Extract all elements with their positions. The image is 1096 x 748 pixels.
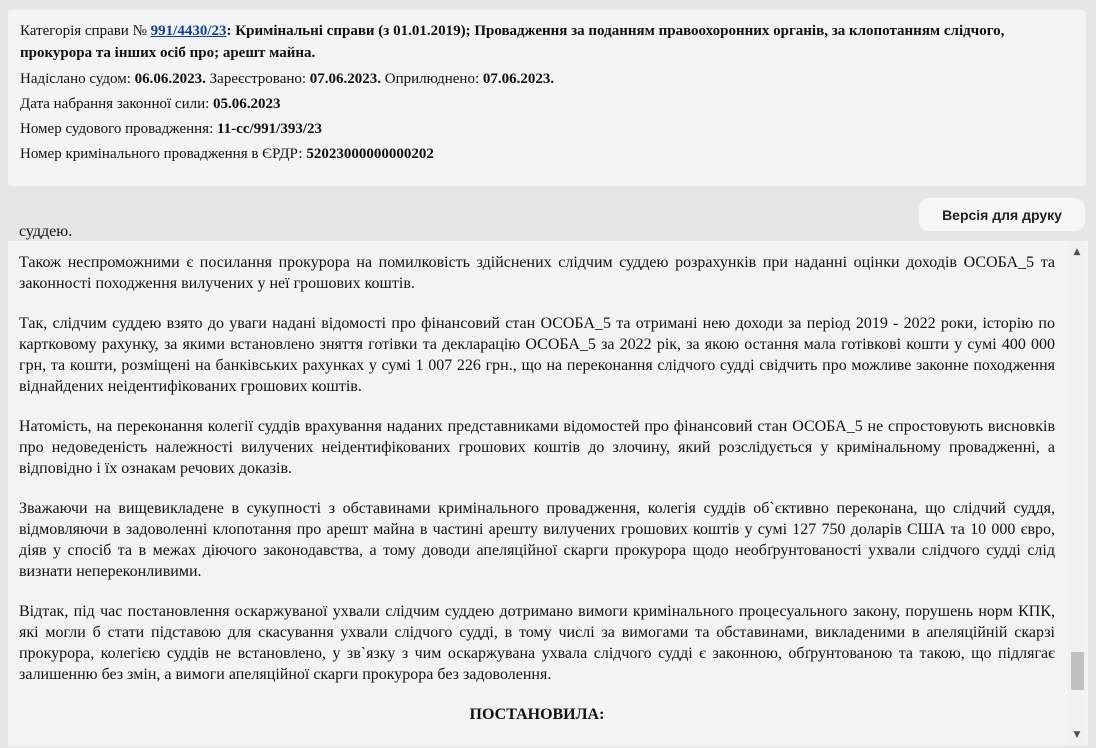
paragraph: Зважаючи на вищевикладене в сукупності з обставинами кримінального провадження, колегія суддів об`єктивно переконана, що слідчий суддя, відмовляючи в задоволенні клопотання про арешт майна в частині арешту вилучених грошових коштів у сумі 127 750 доларів США та 10 000 євро, діяв у спосіб та в межах діючого законодавства, а тому доводи апеляційної скарги прокурора щодо необґрунтованості ухвали слідчого судді слід визнати непереконливими. xyxy=(19,500,1055,580)
scroll-up-icon[interactable]: ▲ xyxy=(1073,247,1081,257)
effective-value: 05.06.2023 xyxy=(213,96,281,112)
paragraph: Також неспроможними є посилання прокурора на помилковість здійснених слідчим суддею розрахунків при наданні оцінки доходів ОСОБА_5 та законності походження вилучених у неї грошових коштів. xyxy=(19,254,1055,292)
scroll-down-icon[interactable]: ▼ xyxy=(1073,730,1081,740)
scroll-thumb[interactable] xyxy=(1071,652,1084,690)
paragraph: Так, слідчим суддею взято до уваги надані відомості про фінансовий стан ОСОБА_5 та отримані нею доходи за період 2019 - 2022 роки, історію по картковому рахунку, за якими встановлено зняття готівки та декларацію ОСОБА_5 за 2022 рік, за якою остання мала готівкові кошти у сумі 400 000 грн, та кошти, розміщені на банківських рахунках у сумі 1 007 226 грн., що на переконання слідчого судді свідчить про можливе законне походження віднайдених неідентифікованих грошових коштів. xyxy=(19,315,1055,395)
published-label: Оприлюднено: xyxy=(381,71,483,87)
dates-line xyxy=(20,67,1074,92)
partial-line: суддею. xyxy=(19,223,73,240)
registered-label: Зареєстровано: xyxy=(205,71,310,87)
case-info-panel xyxy=(8,10,1086,186)
vertical-scrollbar[interactable] xyxy=(1068,241,1086,746)
effective-label: Дата набрання законної сили: xyxy=(20,96,214,112)
sent-label: Надіслано судом: xyxy=(20,71,135,87)
case-category-line xyxy=(20,20,1074,64)
erdr-line xyxy=(20,142,1074,167)
effective-date-line xyxy=(20,92,1074,117)
ruling-heading: ПОСТАНОВИЛА: xyxy=(469,706,605,723)
document-frame[interactable] xyxy=(8,223,1088,746)
sent-value: 06.06.2023. xyxy=(134,71,206,87)
erdr-value: 52023000000000202 xyxy=(306,146,434,162)
document-content xyxy=(8,223,1066,746)
paragraph: Відтак, під час постановлення оскаржуваної ухвали слідчим суддею дотримано вимоги кримінального процесуального закону, порушень норм КПК, які могли б стати підставою для скасування ухвали слідчого судді, в тому числі за вимогами та обставинами, викладеними в апеляційній скарзі прокурора, колегією суддів не встановлено, у зв`язку з чим оскаржувана ухвала слідчого судді є законною, обґрунтованою та такою, що підлягає залишенню без змін, а вимоги апеляційної скарги прокурора без задоволення. xyxy=(19,603,1055,683)
document-text xyxy=(19,221,1055,744)
case-number-link[interactable]: 991/4430/23 xyxy=(150,23,227,39)
paragraph: Натомість, на переконання колегії суддів врахування наданих представниками відомостей про фінансовий стан ОСОБА_5 не спростовують висновків про недоведеність належності вилучених неідентифікованих грошових коштів до злочину, який розслідується у кримінальному провадженні, а відповідно і їх ознакам речових доказів. xyxy=(19,418,1055,477)
erdr-label: Номер кримінального провадження в ЄРДР: xyxy=(20,146,307,162)
court-proc-label: Номер судового провадження: xyxy=(20,121,217,137)
category-text: : Кримінальні справи (з 01.01.2019); Провадження за поданням правоохоронних органів, за клопотанням слідчого, прокурора та інших осіб про; арешт майна. xyxy=(20,23,1005,61)
registered-value: 07.06.2023. xyxy=(309,71,382,87)
court-proceeding-line xyxy=(20,117,1074,142)
category-prefix: Категорія справи № xyxy=(20,23,151,39)
published-value: 07.06.2023. xyxy=(482,71,555,87)
print-version-button[interactable]: Версія для друку xyxy=(919,198,1085,231)
court-proc-value: 11-сс/991/393/23 xyxy=(217,121,322,137)
